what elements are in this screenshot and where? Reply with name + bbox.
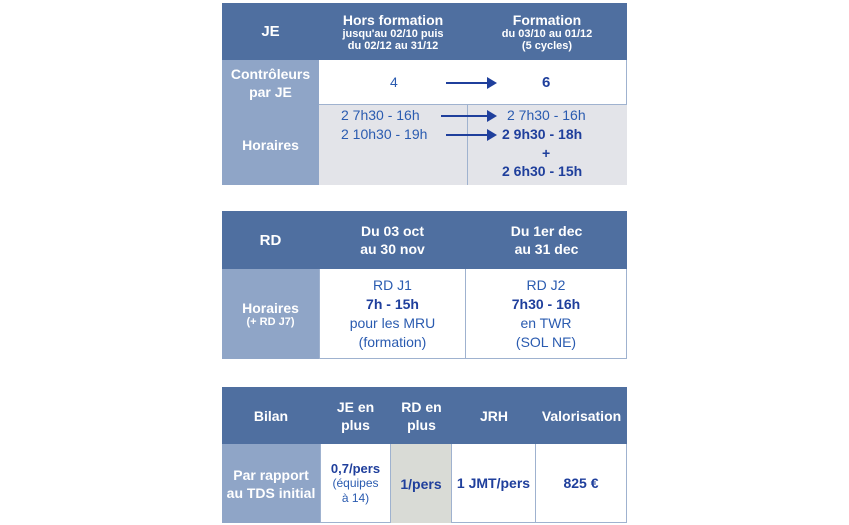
arrow-icon <box>446 82 488 84</box>
rd-period1-cell: RD J1 7h - 15h pour les MRU (formation) <box>319 269 466 359</box>
header-sub: jusqu'au 02/10 puis <box>342 27 444 40</box>
bilan-rd-cell: 1/pers <box>391 444 452 523</box>
bilan-valorisation-cell: 825 € <box>536 444 627 523</box>
header-sub: du 02/12 au 31/12 <box>347 39 439 52</box>
horaires-after-2: 2 9h30 - 18h <box>502 126 583 142</box>
table3-header-bilan: Bilan <box>222 387 320 444</box>
header-sub: (5 cycles) <box>521 39 573 52</box>
row-label-controleurs: Contrôleurs par JE <box>222 60 319 105</box>
controleurs-before-value: 4 <box>390 74 398 90</box>
table3-header-valorisation: Valorisation <box>536 387 627 444</box>
table2-header-period2: Du 1er dec au 31 dec <box>466 211 627 269</box>
header-sub: du 03/10 au 01/12 <box>501 27 593 40</box>
header-title: Hors formation <box>342 11 444 28</box>
table3-header-rd: RD en plus <box>391 387 452 444</box>
arrow-icon <box>446 134 488 136</box>
bilan-je-cell: 0,7/pers (équipes à 14) <box>320 444 391 523</box>
row-label-horaires: Horaires <box>222 105 319 185</box>
row-label-horaires-rd: Horaires (+ RD J7) <box>222 269 319 359</box>
table2-header-rd: RD <box>222 211 319 269</box>
horaires-before-1: 2 7h30 - 16h <box>341 107 420 123</box>
horaires-before-2: 2 10h30 - 19h <box>341 126 428 142</box>
horaires-after-plus: + <box>542 145 551 161</box>
controleurs-after-value: 6 <box>542 74 551 91</box>
rd-period2-cell: RD J2 7h30 - 16h en TWR (SOL NE) <box>466 269 627 359</box>
table1-header-hors-formation <box>319 3 467 60</box>
table3-header-je: JE en plus <box>320 387 391 444</box>
horaires-after-1: 2 7h30 - 16h <box>507 107 586 123</box>
table1-header-je: JE <box>222 3 319 60</box>
table1-header-formation <box>467 3 627 60</box>
row-label-par-rapport: Par rapport au TDS initial <box>222 444 320 523</box>
arrow-icon <box>441 115 488 117</box>
table3-header-jrh: JRH <box>452 387 536 444</box>
bilan-jrh-cell: 1 JMT/pers <box>452 444 536 523</box>
table2-header-period1: Du 03 oct au 30 nov <box>319 211 466 269</box>
header-title: Formation <box>512 11 582 28</box>
horaires-after-3: 2 6h30 - 15h <box>502 163 583 179</box>
